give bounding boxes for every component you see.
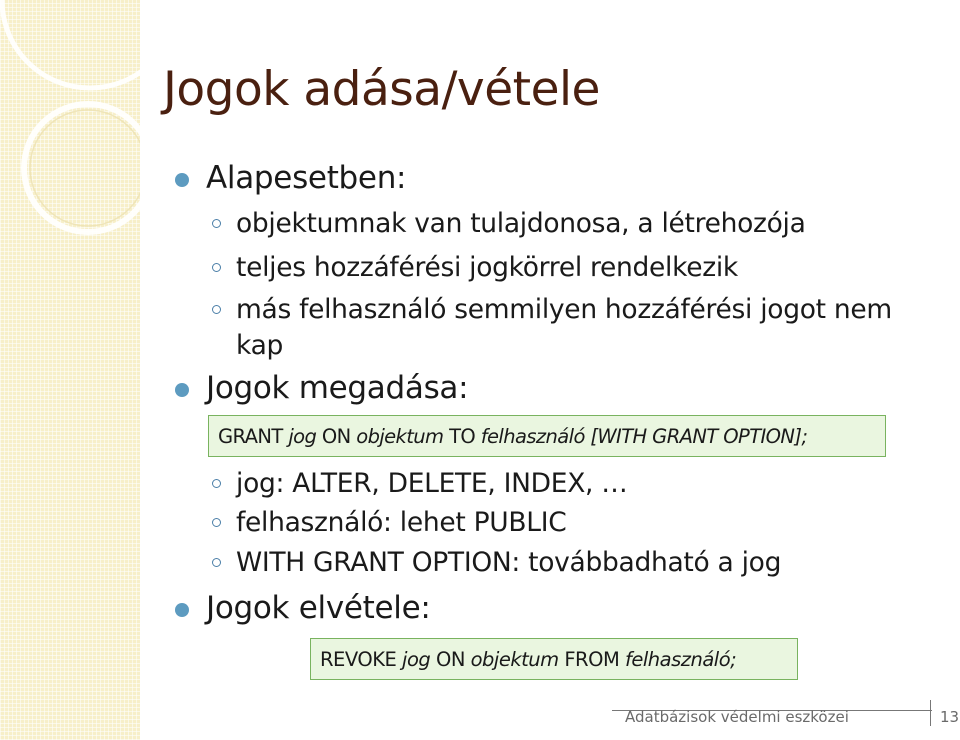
code-keyword: GRANT xyxy=(218,425,283,448)
sub-bullet-text: jog: ALTER, DELETE, INDEX, … xyxy=(236,468,628,499)
sub-bullet-text: WITH GRANT OPTION: továbbadható a jog xyxy=(236,547,782,578)
sub-bullet xyxy=(236,294,892,325)
bullet-jogok-megadasa xyxy=(206,370,468,406)
sub-bullet-text: kap xyxy=(236,330,284,361)
sub-bullet-text: felhasználó: lehet PUBLIC xyxy=(236,507,567,538)
page-number-separator xyxy=(930,700,931,726)
bullet-dot-icon xyxy=(175,383,189,397)
bullet-dot-icon xyxy=(175,173,189,187)
grant-syntax-box xyxy=(208,415,886,457)
ring-bullet-icon xyxy=(212,558,221,567)
sub-bullet-text: objektumnak van tulajdonosa, a létrehozója xyxy=(236,208,806,239)
sub-bullet xyxy=(236,507,566,538)
code-keyword: FROM xyxy=(564,648,620,671)
code-keyword: ON xyxy=(321,425,351,448)
code-argument: objektum xyxy=(356,425,444,448)
code-keyword: ON xyxy=(435,648,465,671)
footer-text: Adatbázisok védelmi eszközei xyxy=(625,708,849,726)
ring-bullet-icon xyxy=(212,479,221,488)
code-keyword: REVOKE xyxy=(320,648,397,671)
sub-bullet xyxy=(236,252,738,283)
bullet-text: Alapesetben: xyxy=(206,160,407,196)
page-number: 13 xyxy=(940,708,960,726)
sub-bullet xyxy=(236,468,628,499)
ring-bullet-icon xyxy=(212,305,221,314)
code-argument: objektum xyxy=(470,648,559,671)
bullet-jogok-elvetele xyxy=(206,590,431,626)
sub-bullet-text: más felhasználó semmilyen hozzáférési jogot nem xyxy=(236,294,892,325)
ring-bullet-icon xyxy=(212,219,221,228)
code-argument: jog xyxy=(288,425,317,448)
slide-title: Jogok adása/vétele xyxy=(163,62,600,117)
ring-bullet-icon xyxy=(212,518,221,527)
code-argument: felhasználó [WITH GRANT OPTION]; xyxy=(480,425,808,448)
code-argument: felhasználó; xyxy=(624,648,737,671)
revoke-syntax-box xyxy=(310,638,798,680)
sub-bullet xyxy=(236,208,806,239)
bullet-alapesetben xyxy=(206,160,406,196)
bullet-text: Jogok megadása: xyxy=(206,370,469,406)
ring-bullet-icon xyxy=(212,263,221,272)
bullet-text: Jogok elvétele: xyxy=(206,590,431,626)
code-argument: jog xyxy=(402,648,431,671)
sub-bullet-continuation xyxy=(236,330,283,361)
sub-bullet-text: teljes hozzáférési jogkörrel rendelkezik xyxy=(236,252,738,283)
code-keyword: TO xyxy=(449,425,476,448)
bullet-dot-icon xyxy=(175,603,189,617)
sub-bullet xyxy=(236,547,781,578)
